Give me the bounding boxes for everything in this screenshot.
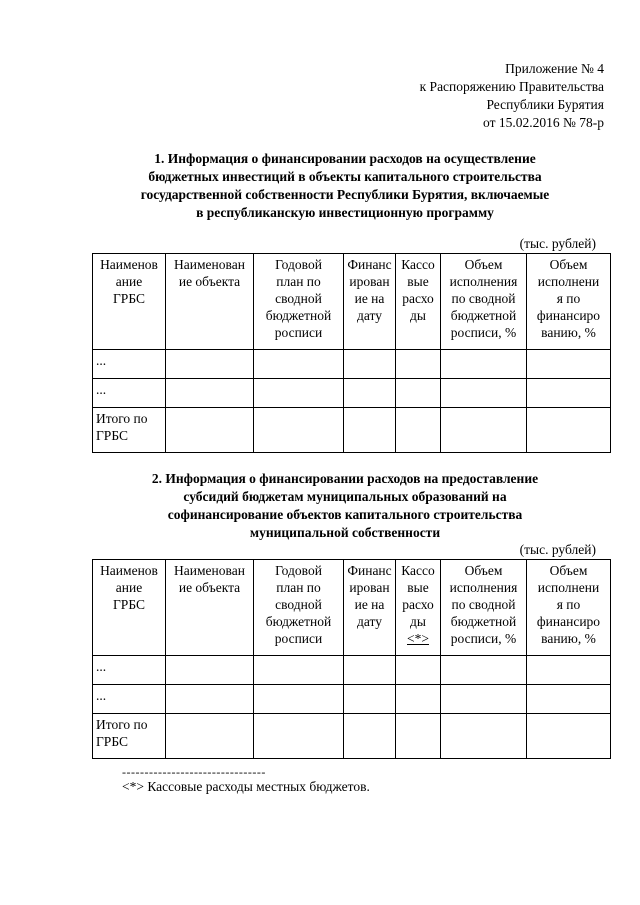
table-cell	[441, 350, 527, 379]
footnote-separator: --------------------------------	[122, 765, 266, 779]
table-cell	[254, 350, 344, 379]
title-line: софинансирование объектов капитального строительства	[167, 507, 523, 522]
approval-line: Приложение № 4	[505, 61, 604, 76]
section1-units: (тыс. рублей)	[519, 236, 596, 251]
table-cell	[527, 685, 611, 714]
table-cell	[441, 656, 527, 685]
table-cell	[254, 656, 344, 685]
table-cell	[254, 408, 344, 453]
header-annual-plan: Годовой план по сводной бюджетной росписи	[254, 254, 344, 350]
header-grbs: Наименов ание ГРБС	[93, 560, 166, 656]
table-cell	[344, 685, 396, 714]
footnote-text: <*> Кассовые расходы местных бюджетов.	[122, 779, 370, 794]
title-line: в республиканскую инвестиционную программу	[196, 205, 494, 220]
table-row	[93, 350, 611, 379]
table-row	[93, 685, 611, 714]
row-label: ...	[93, 685, 166, 714]
table-cell	[527, 656, 611, 685]
table-cell	[441, 408, 527, 453]
table-cell	[527, 379, 611, 408]
table-cell	[396, 656, 441, 685]
table-cell	[166, 350, 254, 379]
row-label: ...	[93, 379, 166, 408]
section2-title	[60, 470, 630, 542]
table-cell	[166, 685, 254, 714]
table-header-row	[93, 560, 611, 656]
table-cell	[166, 408, 254, 453]
header-object: Наименован ие объекта	[166, 560, 254, 656]
title-line: государственной собственности Республики Бурятия, включаемые	[140, 187, 550, 202]
approval-line: от 15.02.2016 № 78-р	[483, 115, 604, 130]
header-execution-financing: Объем исполнени я по финансиро ванию, %	[527, 254, 611, 350]
approval-line: Республики Бурятия	[486, 97, 604, 112]
title-line: бюджетных инвестиций в объекты капитального строительства	[148, 169, 542, 184]
header-cash-expenses: Кассо вые расхо ды	[396, 254, 441, 350]
title-line: субсидий бюджетам муниципальных образований на	[183, 489, 507, 504]
table-cell	[527, 714, 611, 759]
table-cell	[344, 656, 396, 685]
table-cell	[396, 379, 441, 408]
header-cash-expenses: Кассо вые расхо ды <*>	[396, 560, 441, 656]
table-header-row	[93, 254, 611, 350]
table-cell	[254, 714, 344, 759]
table-cell	[166, 656, 254, 685]
title-line: 1. Информация о финансировании расходов на осуществление	[154, 151, 536, 166]
approval-line: к Распоряжению Правительства	[419, 79, 604, 94]
table-cell	[396, 350, 441, 379]
table-cell	[441, 714, 527, 759]
header-execution-budget: Объем исполнения по сводной бюджетной росписи, %	[441, 254, 527, 350]
table-cell	[441, 685, 527, 714]
header-annual-plan: Годовой план по сводной бюджетной росписи	[254, 560, 344, 656]
table-cell	[396, 408, 441, 453]
title-line: муниципальной собственности	[249, 525, 441, 540]
table-total-row	[93, 408, 611, 453]
approval-block	[420, 60, 604, 132]
footnote-reference-link[interactable]: <*>	[407, 631, 429, 646]
header-financing: Финанс ирован ие на дату	[344, 560, 396, 656]
table-cell	[254, 685, 344, 714]
table-cell	[396, 714, 441, 759]
header-financing: Финанс ирован ие на дату	[344, 254, 396, 350]
section1-table	[92, 253, 611, 453]
header-object: Наименован ие объекта	[166, 254, 254, 350]
table-cell	[527, 350, 611, 379]
header-execution-budget: Объем исполнения по сводной бюджетной росписи, %	[441, 560, 527, 656]
table-cell	[344, 408, 396, 453]
title-line: 2. Информация о финансировании расходов на предоставление	[151, 471, 539, 486]
section1-title	[60, 150, 630, 222]
row-label: Итого по ГРБС	[93, 714, 166, 759]
section2-units: (тыс. рублей)	[519, 542, 596, 557]
section2-table	[92, 559, 611, 759]
row-label: ...	[93, 656, 166, 685]
table-cell	[344, 350, 396, 379]
table-cell	[396, 685, 441, 714]
row-label: ...	[93, 350, 166, 379]
table-row	[93, 379, 611, 408]
table-total-row	[93, 714, 611, 759]
table-cell	[344, 714, 396, 759]
table-cell	[166, 714, 254, 759]
row-label: Итого по ГРБС	[93, 408, 166, 453]
header-execution-financing: Объем исполнени я по финансиро ванию, %	[527, 560, 611, 656]
table-cell	[166, 379, 254, 408]
table-cell	[254, 379, 344, 408]
table-cell	[344, 379, 396, 408]
header-grbs: Наименов ание ГРБС	[93, 254, 166, 350]
table-cell	[527, 408, 611, 453]
table-row	[93, 656, 611, 685]
table-cell	[441, 379, 527, 408]
